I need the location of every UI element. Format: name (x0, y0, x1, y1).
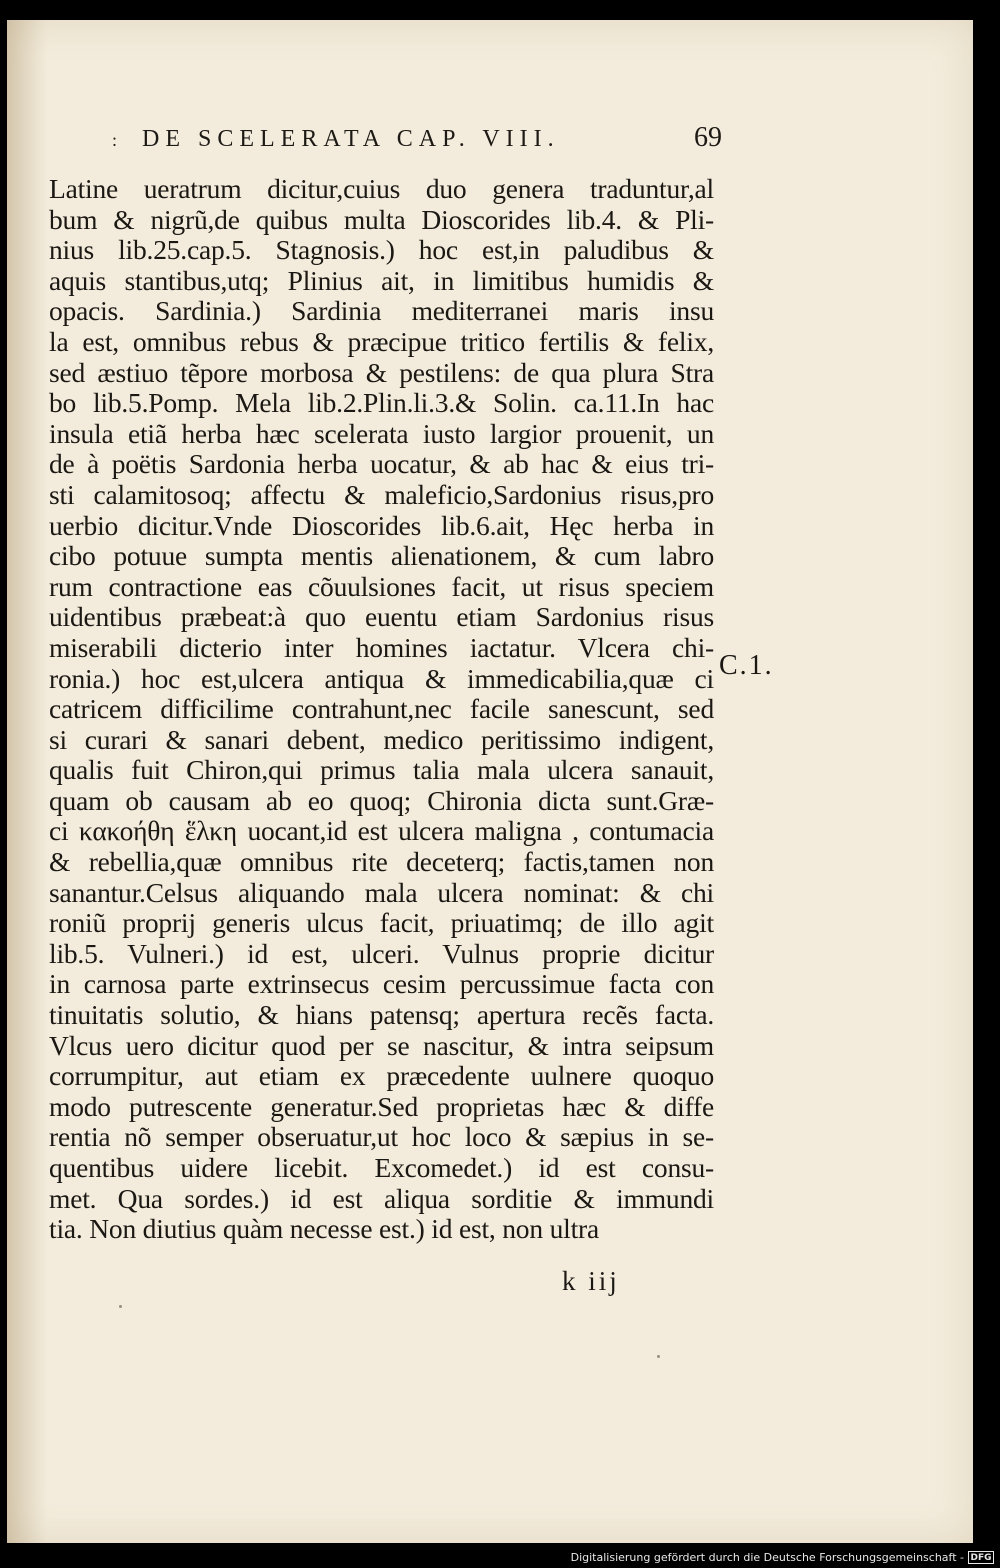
text-line: catricem difficilime contrahunt,nec facile sanescunt, sed (49, 694, 714, 725)
text-line: la est, omnibus rebus & præcipue tritico fertilis & felix, (49, 326, 714, 357)
text-line: opacis. Sardinia.) Sardinia mediterranei maris insu (49, 296, 714, 327)
text-line: sti calamitosoq; affectu & maleficio,Sardonius risus,pro (49, 479, 714, 510)
paper-speck (657, 1355, 660, 1358)
text-line: rum contractione eas cõuulsiones facit, ut risus speciem (49, 571, 714, 602)
dfg-logo-icon: DFG (968, 1551, 994, 1564)
text-line: cibo potuue sumpta mentis alienationem, & cum labro (49, 541, 714, 572)
text-line: tia. Non diutius quàm necesse est.) id est, non ultra (49, 1214, 599, 1245)
signature-mark: k iij (562, 1266, 620, 1296)
text-line: Vlcus uero dicitur quod per se nascitur, & intra seipsum (49, 1030, 714, 1061)
text-line: quentibus uidere licebit. Excomedet.) id est consu- (49, 1153, 714, 1183)
running-head (112, 122, 732, 160)
text-line: insula etiã herba hæc scelerata iusto largior prouenit, un (49, 418, 714, 449)
text-line: nius lib.25.cap.5. Stagnosis.) hoc est,in paludibus & (49, 235, 714, 266)
text-line: de à poëtis Sardonia herba uocatur, & ab hac & eius tri- (49, 449, 714, 480)
text-line: Latine ueratrum dicitur,cuius duo genera traduntur,al (49, 174, 714, 204)
text-line: quam ob causam ab eo quoq; Chironia dicta sunt.Græ- (49, 785, 714, 816)
text-line: qualis fuit Chiron,qui primus talia mala ulcera sanauit, (49, 755, 714, 786)
text-line: tinuitatis solutio, & hians patensq; apertura recẽs facta. (49, 1000, 714, 1031)
text-line: lib.5. Vulneri.) id est, ulceri. Vulnus proprie dicitur (49, 938, 714, 969)
margin-note: C.1. (719, 650, 774, 681)
footer-credit: Digitalisierung gefördert durch die Deutsche Forschungsgemeinschaft - (570, 1551, 964, 1564)
text-line: ronia.) hoc est,ulcera antiqua & immedicabilia,quæ ci (49, 663, 714, 694)
text-line: uidentibus præbeat:à quo euentu etiam Sardonius risus (49, 602, 714, 633)
text-line: miserabili dicterio inter homines iactatur. Vlcera chi- (49, 632, 714, 663)
text-line: si curari & sanari debent, medico peritissimo indigent, (49, 724, 714, 755)
text-line: met. Qua sordes.) id est aliqua sorditie & immundi (49, 1183, 714, 1214)
text-line: in carnosa parte extrinsecus cesim percussimue facta con (49, 969, 714, 1000)
text-line: corrumpitur, aut etiam ex præcedente uulnere quoquo (49, 1061, 714, 1092)
paper-speck (119, 1305, 122, 1308)
text-line: aquis stantibus,utq; Plinius ait, in limitibus humidis & (49, 265, 714, 296)
text-line: roniũ proprij generis ulcus facit, priuatimq; de illo agit (49, 908, 714, 939)
text-line: sed æstiuo tẽpore morbosa & pestilens: de qua plura Stra (49, 357, 714, 388)
running-head-mark: : (112, 130, 118, 150)
text-line: rentia nõ semper obseruatur,ut hoc loco & sæpius in se- (49, 1122, 714, 1153)
running-head-title: DE SCELERATA CAP. VIII. (142, 126, 560, 152)
text-line: uerbio dicitur.Vnde Dioscorides lib.6.ait, Hęc herba in (49, 510, 714, 541)
body-text (49, 174, 714, 1245)
text-line: modo putrescente generatur.Sed proprietas hæc & diffe (49, 1091, 714, 1122)
page-gutter-shadow (7, 20, 47, 1543)
text-line: bum & nigrũ,de quibus multa Dioscorides lib.4. & Pli- (49, 204, 714, 235)
text-line: bo lib.5.Pomp. Mela lib.2.Plin.li.3.& Solin. ca.11.In hac (49, 388, 714, 419)
book-page (7, 20, 973, 1543)
text-line: & rebellia,quæ omnibus rite deceterq; factis,tamen non (49, 847, 714, 878)
text-line: ci κακοήθη ἕλκη uocant,id est ulcera maligna , contumacia (49, 816, 714, 847)
folio-number: 69 (694, 122, 722, 153)
text-line: sanantur.Celsus aliquando mala ulcera nominat: & chi (49, 877, 714, 908)
